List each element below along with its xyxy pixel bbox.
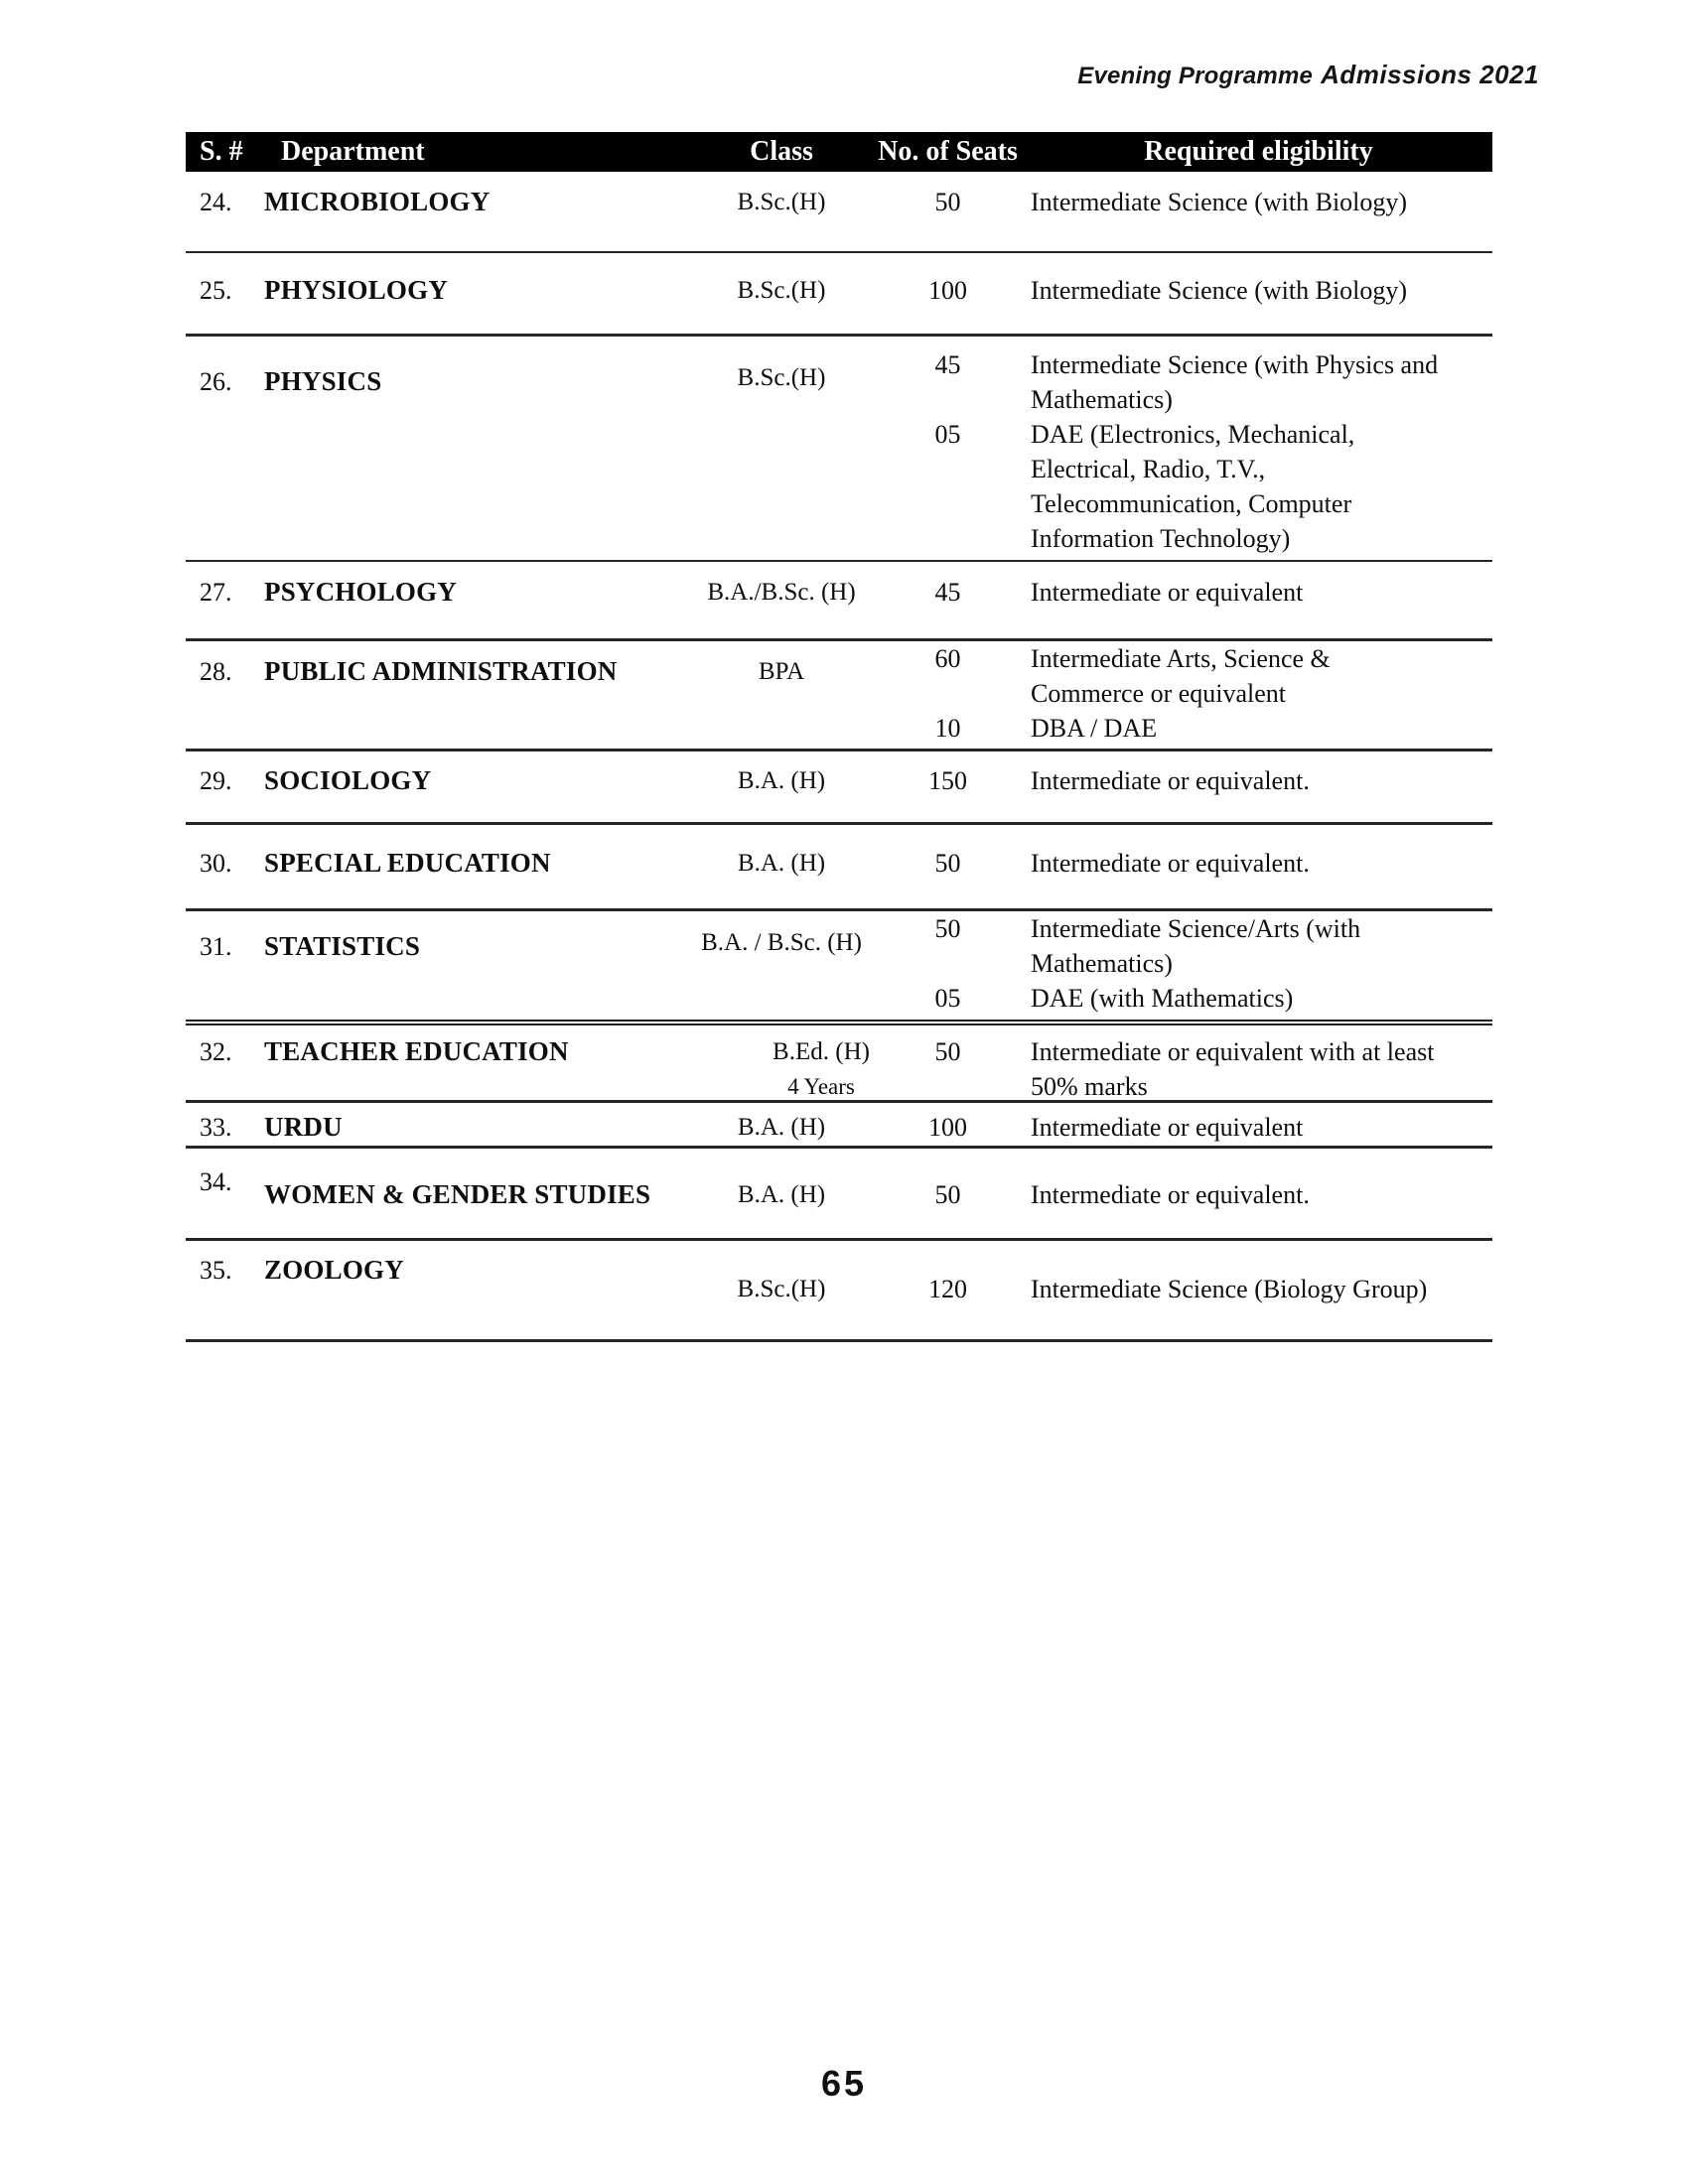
eligibility-text: DBA / DAE — [1031, 714, 1158, 743]
running-header-admissions: Admissions 2021 — [1321, 60, 1539, 89]
row-seat-blocks — [871, 641, 1492, 749]
table-row-teacher-education — [186, 1025, 1492, 1103]
seat-block — [871, 1034, 1492, 1104]
table-row-urdu — [186, 1103, 1492, 1149]
seats-value: 50 — [934, 188, 961, 216]
class-line: BPA — [758, 658, 805, 685]
column-header-eligibility: Required eligibility — [1144, 136, 1373, 167]
eligibility-text: DAE (with Mathematics) — [1031, 984, 1294, 1013]
table-row-special-education — [186, 825, 1492, 911]
table-header-row — [186, 132, 1492, 172]
seats-value: 45 — [934, 350, 961, 379]
seat-block — [871, 347, 1492, 417]
seats-value: 10 — [934, 714, 961, 743]
row-class — [692, 1025, 871, 1104]
column-header-seats: No. of Seats — [878, 136, 1018, 167]
row-seat-blocks — [871, 337, 1492, 560]
eligibility-text: Intermediate or equivalent. — [1031, 1180, 1310, 1209]
class-line: B.Sc.(H) — [737, 277, 826, 304]
seats-value: 05 — [934, 984, 961, 1013]
row-class — [692, 562, 871, 638]
column-header-class: Class — [750, 136, 813, 167]
seats-value: 50 — [934, 849, 961, 878]
seat-block — [871, 981, 1492, 1016]
seats-value: 50 — [934, 914, 961, 943]
class-duration: 4 Years — [787, 1074, 855, 1099]
eligibility-text: Intermediate Arts, Science & Commerce or equivalent — [1031, 644, 1331, 708]
row-seat-blocks — [871, 1025, 1492, 1104]
row-class — [692, 337, 871, 560]
seat-block — [871, 711, 1492, 746]
row-serial: 31. — [200, 932, 232, 961]
eligibility-text: Intermediate or equivalent with at least 50% marks — [1031, 1037, 1435, 1101]
row-department: URDU — [264, 1112, 343, 1142]
seat-block — [871, 1177, 1492, 1212]
row-class — [692, 641, 871, 749]
table-row-statistics — [186, 911, 1492, 1025]
admissions-table — [186, 132, 1492, 1342]
class-line: B.Ed. (H) — [773, 1038, 870, 1065]
seats-value: 150 — [928, 766, 967, 795]
seats-value: 50 — [934, 1037, 961, 1066]
seats-value: 100 — [928, 1113, 967, 1142]
class-line: B.Sc.(H) — [737, 189, 826, 215]
row-serial: 25. — [200, 276, 232, 305]
row-seat-blocks — [871, 562, 1492, 638]
seats-value: 05 — [934, 420, 961, 449]
row-serial: 27. — [200, 578, 232, 607]
table-row-psychology — [186, 562, 1492, 641]
class-line: B.A. (H) — [737, 850, 826, 877]
row-department: PSYCHOLOGY — [264, 577, 458, 607]
seat-block — [871, 763, 1492, 798]
table-row-sociology — [186, 751, 1492, 825]
eligibility-text: Intermediate or equivalent — [1031, 578, 1304, 607]
row-class — [692, 172, 871, 251]
row-seat-blocks — [871, 172, 1492, 251]
class-line: B.A. (H) — [737, 1114, 826, 1141]
row-serial: 33. — [200, 1113, 232, 1142]
row-department: PHYSIOLOGY — [264, 275, 449, 305]
row-seat-blocks — [871, 1241, 1492, 1339]
row-seat-blocks — [871, 911, 1492, 1020]
row-serial: 28. — [200, 657, 232, 686]
seat-block — [871, 417, 1492, 556]
row-seat-blocks — [871, 825, 1492, 908]
seat-block — [871, 1110, 1492, 1145]
seat-block — [871, 911, 1492, 981]
row-serial: 24. — [200, 188, 232, 216]
eligibility-text: Intermediate Science (Biology Group) — [1031, 1275, 1428, 1303]
row-department: SOCIOLOGY — [264, 765, 432, 795]
row-department: PUBLIC ADMINISTRATION — [264, 656, 618, 686]
eligibility-text: Intermediate Science (with Biology) — [1031, 276, 1408, 305]
running-header — [1077, 60, 1539, 90]
table-row-public-administration — [186, 641, 1492, 751]
row-department: ZOOLOGY — [264, 1255, 404, 1285]
class-line: B.A. (H) — [737, 767, 826, 794]
row-seat-blocks — [871, 1103, 1492, 1146]
column-header-department: Department — [281, 136, 425, 167]
table-row-physiology — [186, 253, 1492, 337]
eligibility-text: Intermediate or equivalent — [1031, 1113, 1304, 1142]
row-department: STATISTICS — [264, 931, 421, 961]
row-department: WOMEN & GENDER STUDIES — [264, 1179, 651, 1209]
eligibility-text: Intermediate or equivalent. — [1031, 849, 1310, 878]
seat-block — [871, 641, 1492, 711]
row-serial: 29. — [200, 766, 232, 795]
row-class — [692, 825, 871, 908]
seats-value: 45 — [934, 578, 961, 607]
row-serial: 30. — [200, 849, 232, 878]
seat-block — [871, 273, 1492, 308]
class-line: B.Sc.(H) — [737, 1276, 826, 1302]
eligibility-text: Intermediate or equivalent. — [1031, 766, 1310, 795]
row-seat-blocks — [871, 751, 1492, 822]
row-serial: 34. — [200, 1167, 232, 1196]
class-line: B.A./B.Sc. (H) — [707, 579, 856, 606]
row-seat-blocks — [871, 1149, 1492, 1238]
running-header-programme: Evening Programme — [1077, 63, 1314, 89]
row-department: MICROBIOLOGY — [264, 187, 491, 216]
class-line: B.Sc.(H) — [737, 364, 826, 391]
seat-block — [871, 1272, 1492, 1306]
row-department: PHYSICS — [264, 366, 382, 396]
row-department: SPECIAL EDUCATION — [264, 848, 551, 878]
eligibility-text: Intermediate Science (with Physics and Mathematics) — [1031, 350, 1439, 414]
row-class — [692, 1149, 871, 1238]
eligibility-text: Intermediate Science (with Biology) — [1031, 188, 1408, 216]
row-serial: 32. — [200, 1037, 232, 1066]
table-row-zoology — [186, 1241, 1492, 1342]
row-class — [692, 751, 871, 822]
seats-value: 50 — [934, 1180, 961, 1209]
class-line: B.A. (H) — [737, 1181, 826, 1208]
class-line: B.A. / B.Sc. (H) — [701, 929, 862, 956]
table-row-women-gender-studies — [186, 1149, 1492, 1241]
page-number: 65 — [820, 2063, 868, 2104]
row-department: TEACHER EDUCATION — [264, 1036, 569, 1066]
seats-value: 100 — [928, 276, 967, 305]
seat-block — [871, 185, 1492, 219]
row-class — [692, 1103, 871, 1146]
eligibility-text: Intermediate Science/Arts (with Mathematics) — [1031, 914, 1361, 978]
seat-block — [871, 846, 1492, 881]
eligibility-text: DAE (Electronics, Mechanical, Electrical, Radio, T.V., Telecommunication, Computer Information Technology) — [1031, 420, 1355, 553]
row-class — [692, 1241, 871, 1339]
row-seat-blocks — [871, 253, 1492, 334]
row-serial: 35. — [200, 1256, 232, 1285]
seat-block — [871, 575, 1492, 610]
row-serial: 26. — [200, 367, 232, 396]
table-row-physics — [186, 337, 1492, 562]
row-class — [692, 911, 871, 1020]
column-header-serial: S. # — [200, 136, 243, 167]
table-row-microbiology — [186, 172, 1492, 253]
seats-value: 120 — [928, 1275, 967, 1303]
seats-value: 60 — [934, 644, 961, 673]
row-class — [692, 253, 871, 334]
